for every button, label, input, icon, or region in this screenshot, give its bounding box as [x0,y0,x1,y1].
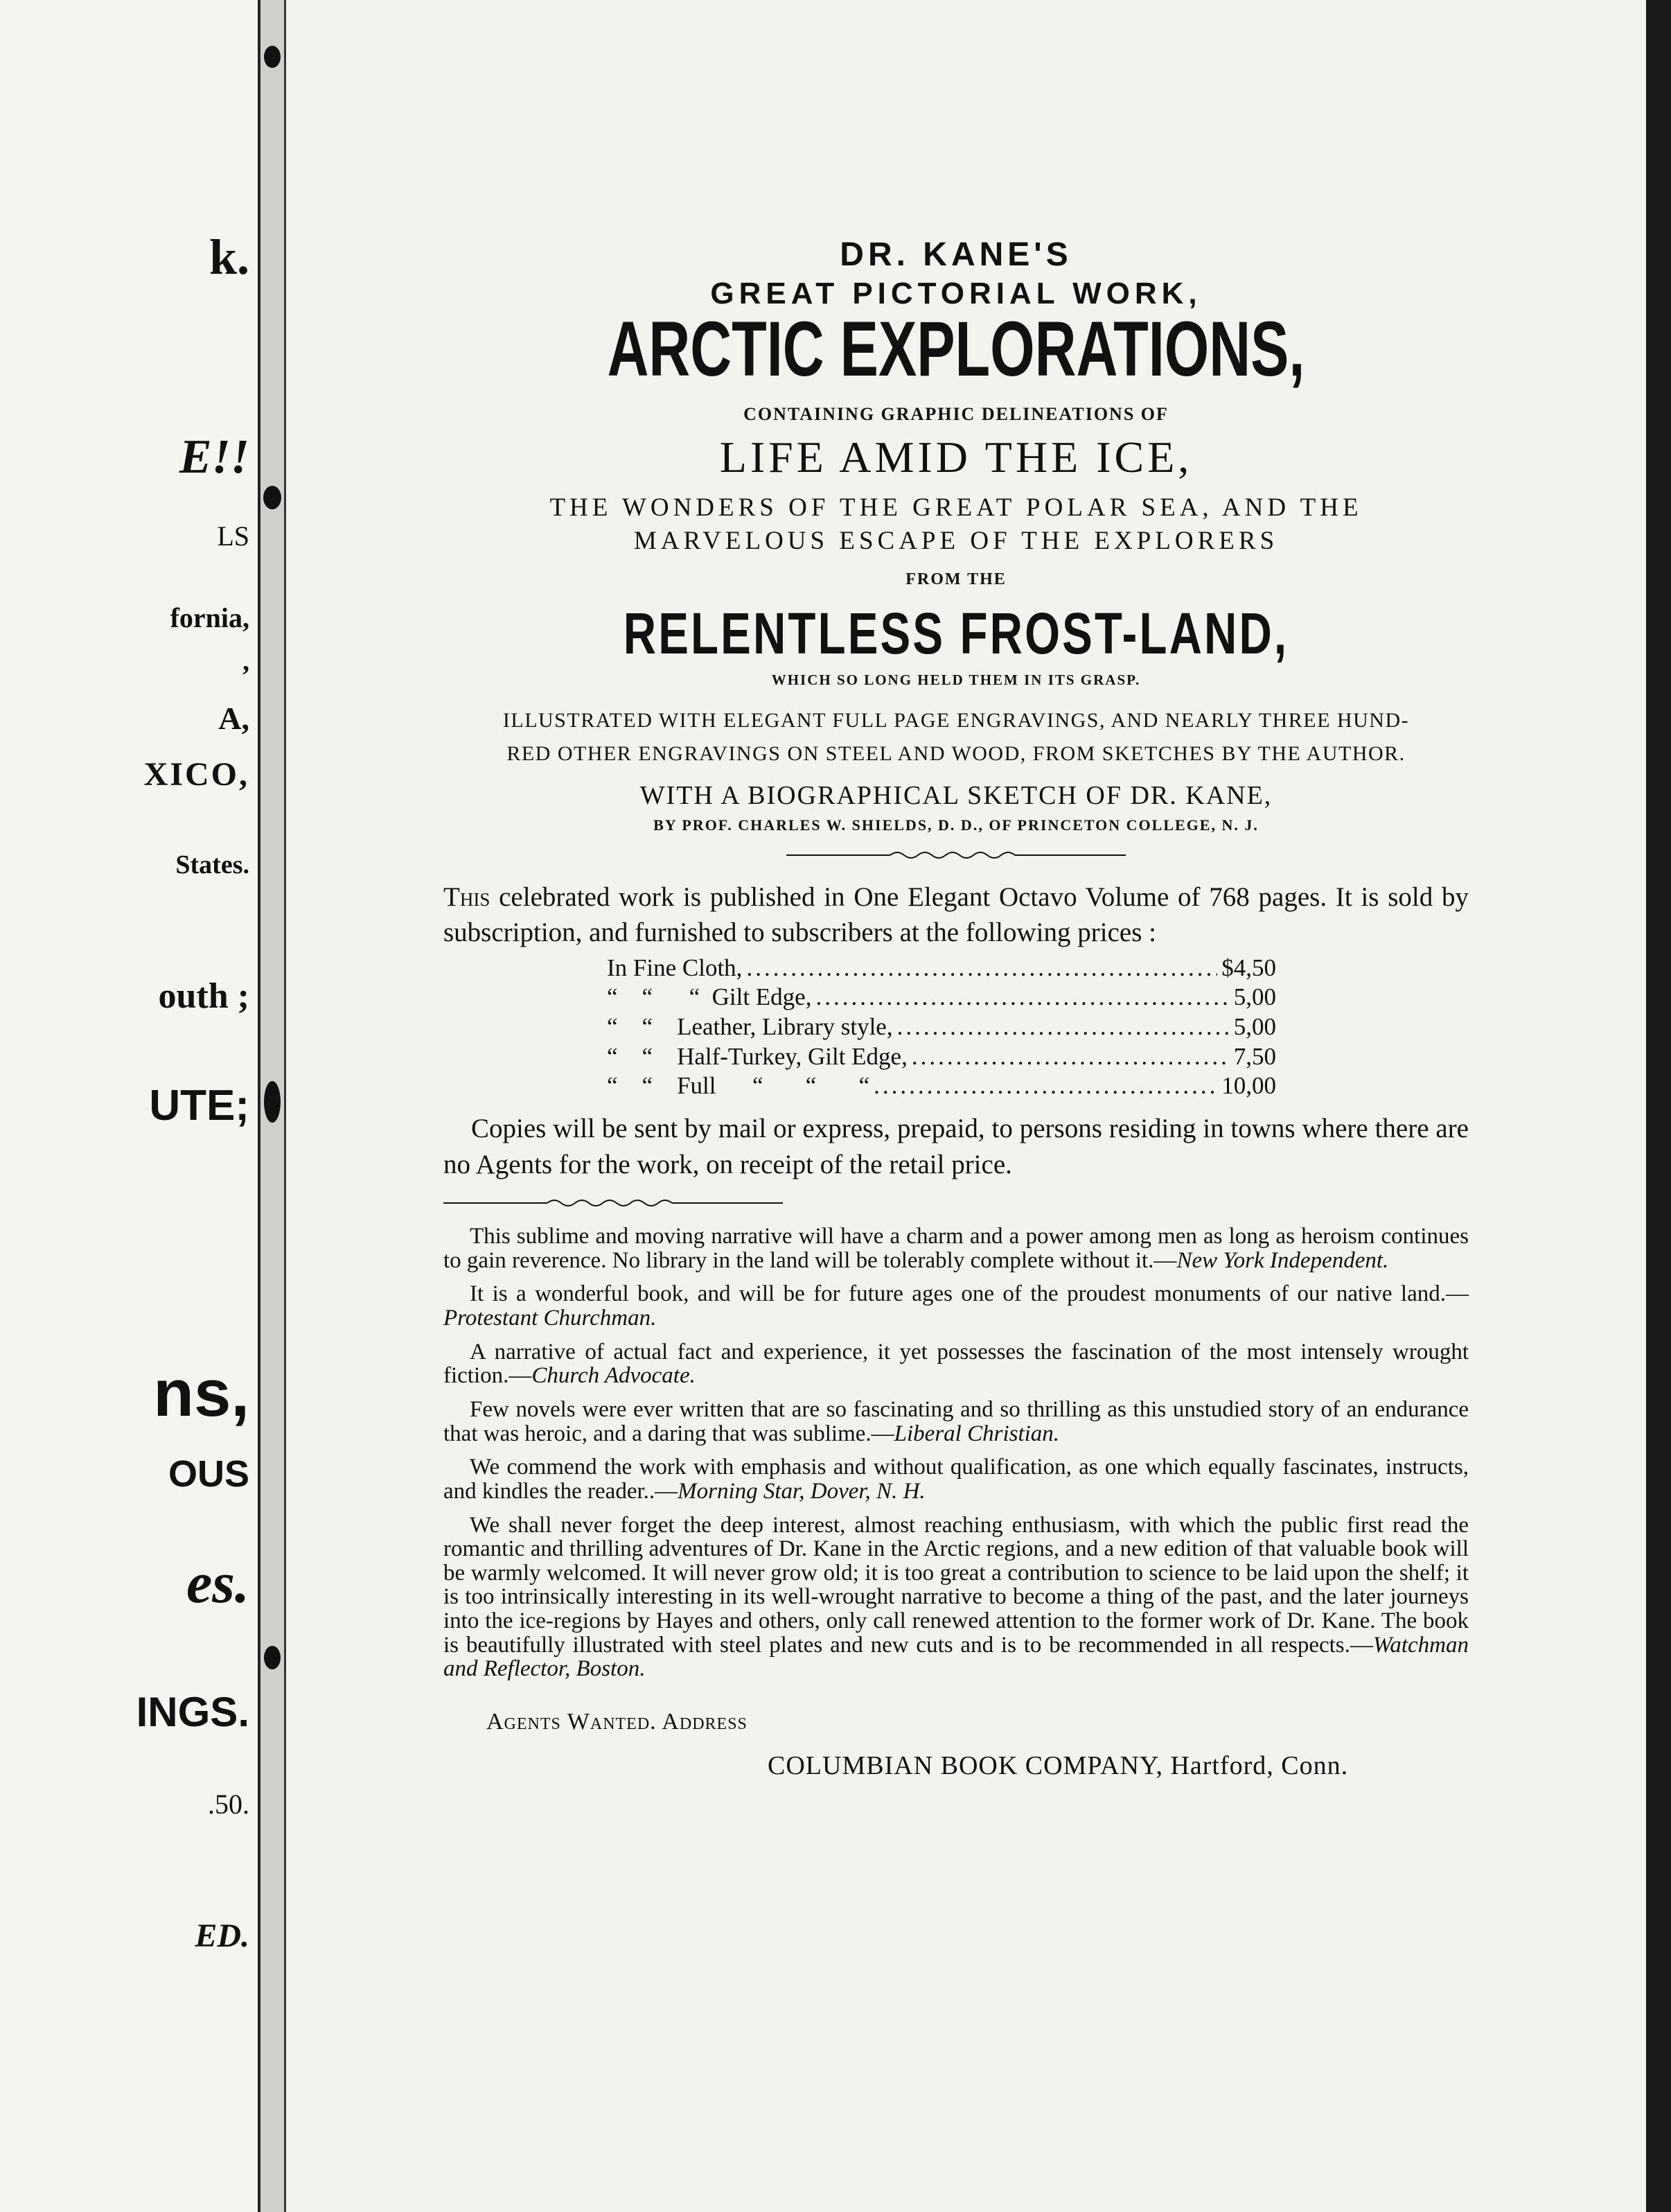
left-fragment: k. [209,229,249,285]
left-fragment: LS [217,520,249,552]
press-quote: This sublime and moving narrative will have a charm and a power among men as long as heroism continues to gain reverence. No library in the land will be tolerably complete without it.—New York Independent. [443,1224,1469,1273]
price-row: “ “ Leather, Library style, ..... 5,00 [607,1012,1276,1042]
press-quote: It is a wonderful book, and will be for future ages one of the proudest monuments of our native land.—Protestant Churchman. [443,1281,1469,1331]
left-fragment: , [242,645,249,676]
decorative-rule [786,847,1126,863]
page-edge-shadow [1646,0,1671,2212]
left-fragment: XICO, [143,756,249,793]
press-quotes [443,1224,1469,1681]
binding-stitch-marks [260,0,284,2212]
tagline-life-amid-ice: LIFE AMID THE ICE, [719,432,1193,482]
binding-gutter [258,0,286,2212]
left-fragment: .50. [208,1789,249,1820]
advertisement-page [443,236,1469,1781]
agents-wanted: Agents Wanted. Address [486,1708,748,1735]
left-fragment: outh ; [158,976,249,1016]
frost-land-heading: RELENTLESS FROST-LAND, [623,600,1289,666]
left-fragment: ns, [153,1356,249,1430]
press-quote: We commend the work with emphasis and without qualification, as one which equally fascinates, instructs, and kindles the reader..—Morning Star, Dover, N. H. [443,1455,1469,1504]
press-quote: Few novels were ever written that are so fascinating and so thrilling as this unstudied story of an endurance that was heroic, and a daring that was sublime.—Liberal Christian. [443,1396,1469,1446]
price-row: “ “ “ Gilt Edge, ..... 5,00 [607,983,1276,1012]
left-page-fragment [0,0,258,2212]
price-list [607,954,1276,1101]
intro-paragraph [443,879,1469,951]
left-fragment: A, [218,701,249,736]
subheading: GREAT PICTORIAL WORK, [710,276,1202,310]
author-credit-line: BY PROF. CHARLES W. SHIELDS, D. D., OF PRINCETON COLLEGE, N. J. [653,816,1259,834]
left-fragment: UTE; [149,1082,249,1130]
decorative-rule [443,1195,783,1211]
tagline-wonders: THE WONDERS OF THE GREAT POLAR SEA, AND THE MARVELOUS ESCAPE OF THE EXPLORERS [549,493,1363,555]
intro-lead: This [443,881,490,912]
left-fragment: INGS. [136,1689,249,1735]
price-row: “ “ Full “ “ “ ..... 10,00 [607,1071,1276,1101]
left-fragment: ED. [195,1917,249,1954]
left-fragment: fornia, [170,602,249,633]
author-heading: DR. KANE'S [840,236,1072,273]
intro-text: celebrated work is published in One Elegant Octavo Volume of 768 pages. It is sold by subscription, and furnished to subscribers at the following prices : [443,881,1469,948]
left-fragment: es. [186,1551,249,1615]
grasp-line: WHICH SO LONG HELD THEM IN ITS GRASP. [771,671,1141,688]
descriptor-line: CONTAINING GRAPHIC DELINEATIONS OF [743,403,1169,424]
price-row: In Fine Cloth, ..... $4,50 [607,954,1276,983]
press-quote: We shall never forget the deep interest, almost reaching enthusiasm, with which the public first read the romantic and thrilling adventures of Dr. Kane in the Arctic regions, and a new edition of that valuable book will be warmly welcomed. It will never grow old; it is too great a contribution to science to be laid upon the shelf; it is too intrinsically interesting in its well-wrought narrative to become a thing of the past, and the later journeys into the ice-regions by Hayes and others, only call renewed attention to the former work of Dr. Kane. The book is beautifully illustrated with steel plates and new cuts and is to be recommended in all respects.—Watchman and Reflector, Boston. [443,1512,1469,1682]
book-title: ARCTIC EXPLORATIONS, [607,306,1305,392]
press-quote: A narrative of actual fact and experience, it yet possesses the fascination of the most intensely wrought fiction.—Church Advocate. [443,1339,1469,1389]
price-row: “ “ Half-Turkey, Gilt Edge, ..... 7,50 [607,1042,1276,1072]
left-fragment: States. [175,850,249,879]
illustrated-note: ILLUSTRATED WITH ELEGANT FULL PAGE ENGRAVINGS, AND NEARLY THREE HUND- RED OTHER ENGRAVINGS ON STEEL AND WOOD, FROM SKETCHES BY THE AUTHOR. [502,708,1410,765]
left-fragment: E!! [179,430,249,484]
publisher-address: COLUMBIAN BOOK COMPANY, Hartford, Conn. [768,1750,1349,1780]
biographical-sketch-line: WITH A BIOGRAPHICAL SKETCH OF DR. KANE, [639,780,1273,810]
left-fragment: OUS [168,1453,249,1495]
from-the-line: FROM THE [905,570,1007,588]
mail-note: Copies will be sent by mail or express, prepaid, to persons residing in towns where there are no Agents for the work, on receipt of the retail price. [443,1114,1469,1179]
